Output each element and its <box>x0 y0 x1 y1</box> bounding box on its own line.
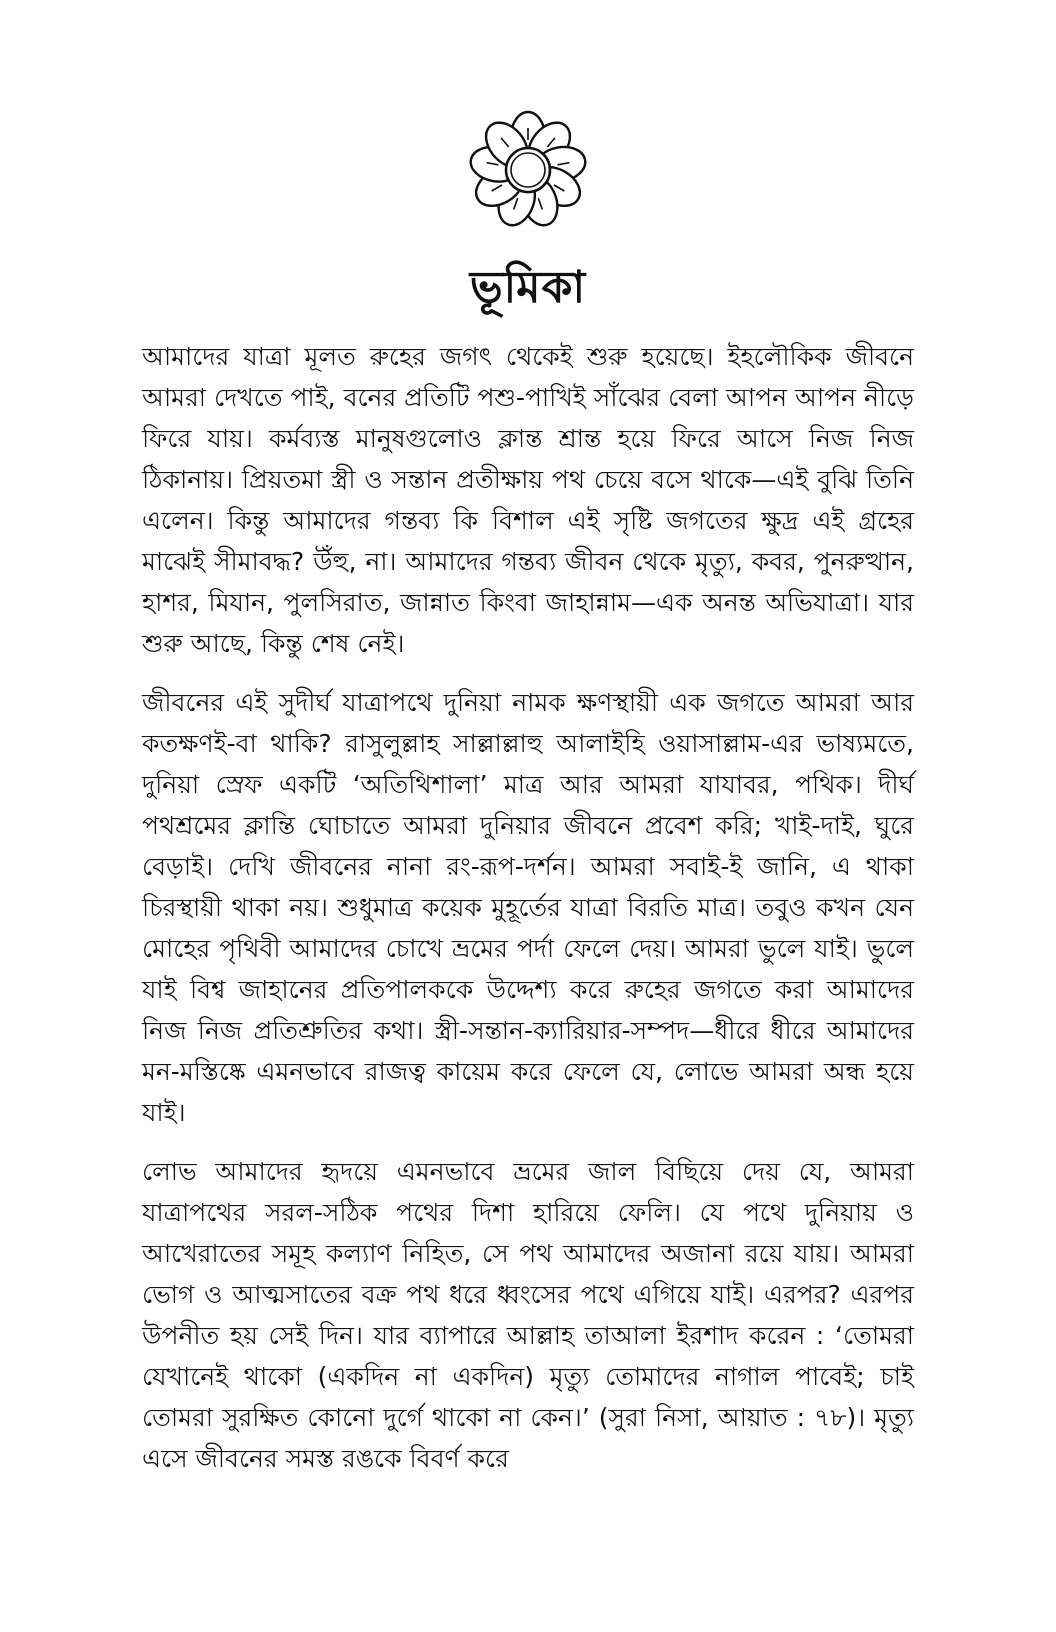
body-text <box>142 336 914 1497</box>
page-title: ভূমিকা <box>469 262 587 313</box>
flower-icon <box>448 110 608 230</box>
paragraph: লোভ আমাদের হৃদয়ে এমনভাবে ভ্রমের জাল বিছিয়ে দেয় যে, আমরা যাত্রাপথের সরল-সঠিক পথের দিশা হারিয়ে ফেলি। যে পথে দুনিয়ায় ও আখেরাতের সমূহ কল্যাণ নিহিত, সে পথ আমাদের অজানা রয়ে যায়। আমরা ভোগ ও আত্মসাতের বক্র পথ ধরে ধ্বংসের পথে এগিয়ে যাই। এরপর? এরপর উপনীত হয় সেই দিন। যার ব্যাপারে আল্লাহ তাআলা ইরশাদ করেন : ‘তোমরা যেখানেই থাকো (একদিন না একদিন) মৃত্যু তোমাদের নাগাল পাবেই; চাই তোমরা সুরক্ষিত কোনো দুর্গে থাকো না কেন।’ (সুরা নিসা, আয়াত : ৭৮)। মৃত্যু এসে জীবনের সমস্ত রঙকে বিবর্ণ করে <box>142 1157 914 1473</box>
paragraph: জীবনের এই সুদীর্ঘ যাত্রাপথে দুনিয়া নামক ক্ষণস্থায়ী এক জগতে আমরা আর কতক্ষণই-বা থাকি? রাসুলুল্লাহ সাল্লাল্লাহু আলাইহি ওয়াসাল্লাম-এর ভাষ্যমতে, দুনিয়া স্রেফ একটি ‘অতিথিশালা’ মাত্র আর আমরা যাযাবর, পথিক। দীর্ঘ পথশ্রমের ক্লান্তি ঘোচাতে আমরা দুনিয়ার জীবনে প্রবেশ করি; খাই-দাই, ঘুরে বেড়াই। দেখি জীবনের নানা রং-রূপ-দর্শন। আমরা সবাই-ই জানি, এ থাকা চিরস্থায়ী থাকা নয়। শুধুমাত্র কয়েক মুহূর্তের যাত্রা বিরতি মাত্র। তবুও কখন যেন মোহের পৃথিবী আমাদের চোখে ভ্রমের পর্দা ফেলে দেয়। আমরা ভুলে যাই। ভুলে যাই বিশ্ব জাহানের প্রতিপালককে উদ্দেশ্য করে রুহের জগতে করা আমাদের নিজ নিজ প্রতিশ্রুতির কথা। স্ত্রী-সন্তান-ক্যারিয়ার-সম্পদ—ধীরে ধীরে আমাদের মন-মস্তিষ্কে এমনভাবে রাজত্ব কায়েম করে ফেলে যে, লোভে আমরা অন্ধ হয়ে যাই। <box>142 688 914 1127</box>
paragraph: আমাদের যাত্রা মূলত রুহের জগৎ থেকেই শুরু হয়েছে। ইহলৌকিক জীবনে আমরা দেখতে পাই, বনের প্রতিটি পশু-পাখিই সাঁঝের বেলা আপন আপন নীড়ে ফিরে যায়। কর্মব্যস্ত মানুষগুলোও ক্লান্ত শ্রান্ত হয়ে ফিরে আসে নিজ নিজ ঠিকানায়। প্রিয়তমা স্ত্রী ও সন্তান প্রতীক্ষায় পথ চেয়ে বসে থাকে—এই বুঝি তিনি এলেন। কিন্তু আমাদের গন্তব্য কি বিশাল এই সৃষ্টি জগতের ক্ষুদ্র এই গ্রহের মাঝেই সীমাবদ্ধ? উঁহু, না। আমাদের গন্তব্য জীবন থেকে মৃত্যু, কবর, পুনরুত্থান, হাশর, মিযান, পুলসিরাত, জান্নাত কিংবা জাহান্নাম—এক অনন্ত অভিযাত্রা। যার শুরু আছে, কিন্তু শেষ নেই। <box>142 342 914 658</box>
